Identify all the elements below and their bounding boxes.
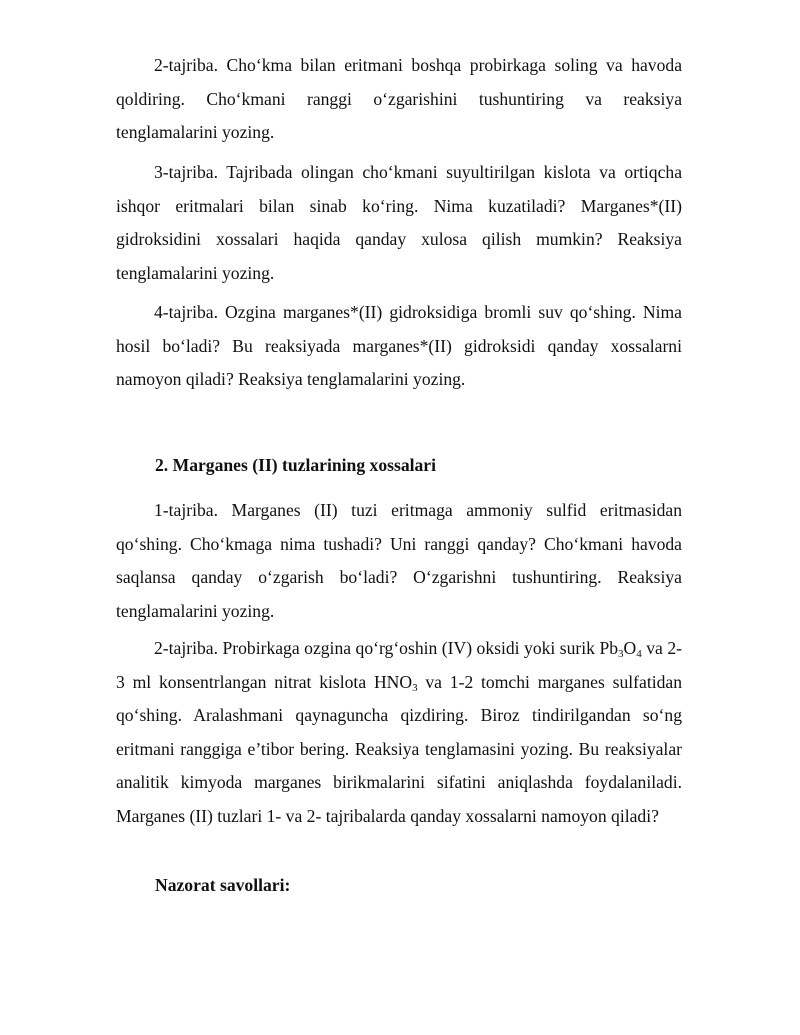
paragraph-experiment-2b xyxy=(116,632,682,834)
subscript: 4 xyxy=(636,648,642,660)
paragraph-experiment-1: 1-tajriba. Marganes (II) tuzi eritmaga ammoniy sulfid eritmasidan qo‘shing. Cho‘kmaga nima tushadi? Uni ranggi qanday? Cho‘kmani havoda saqlansa qanday o‘zgarish bo‘ladi? O‘zgarishni tushuntiring. Reaksiya tenglamalarini yozing. xyxy=(116,500,682,621)
paragraph-experiment-3: 3-tajriba. Tajribada olingan cho‘kmani suyultirilgan kislota va ortiqcha ishqor eritmalari bilan sinab ko‘ring. Nima kuzatiladi? Marganes*(II) gidroksidini xossalari haqida qanday xulosa qilish mumkin? Reaksiya tenglamalarini yozing. xyxy=(116,162,682,283)
text-segment: 2-tajriba. Probirkaga ozgina qo‘rg‘oshin (IV) oksidi yoki surik Pb xyxy=(154,638,619,658)
section-heading: 2. Marganes (II) tuzlarining xossalari xyxy=(155,455,437,475)
text-segment: va 1-2 tomchi marganes sulfatidan qo‘shing. Aralashmani qaynaguncha qizdiring. Biroz tindirilgandan so‘ng eritmani ranggiga e’tibor bering. Reaksiya tenglamasini yozing. Bu reaksiyalar analitik kimyoda marganes birikmalarini sifatini aniqlashda foydalaniladi. Marganes (II) tuzlari 1- va 2- tajribalarda qanday xossalarni namoyon qiladi? xyxy=(116,671,682,826)
text-segment: va 2-3 ml konsentrlangan nitrat kislota HNO xyxy=(116,638,682,692)
control-questions-heading: Nazorat savollari: xyxy=(155,875,291,895)
text-segment: O xyxy=(623,638,637,658)
subscript: 3 xyxy=(412,681,418,694)
paragraph-experiment-2a: 2-tajriba. Cho‘kma bilan eritmani boshqa probirkaga soling va havoda qoldiring. Cho‘kmani ranggi o‘zgarishini tushuntiring va reaksiya tenglamalarini yozing. xyxy=(116,55,682,143)
paragraph-experiment-4: 4-tajriba. Ozgina marganes*(II) gidroksidiga bromli suv qo‘shing. Nima hosil bo‘ladi? Bu reaksiyada marganes*(II) gidroksidi qanday xossalarni namoyon qiladi? Reaksiya tenglamalarini yozing. xyxy=(116,302,682,390)
subscript: 3 xyxy=(618,648,624,660)
